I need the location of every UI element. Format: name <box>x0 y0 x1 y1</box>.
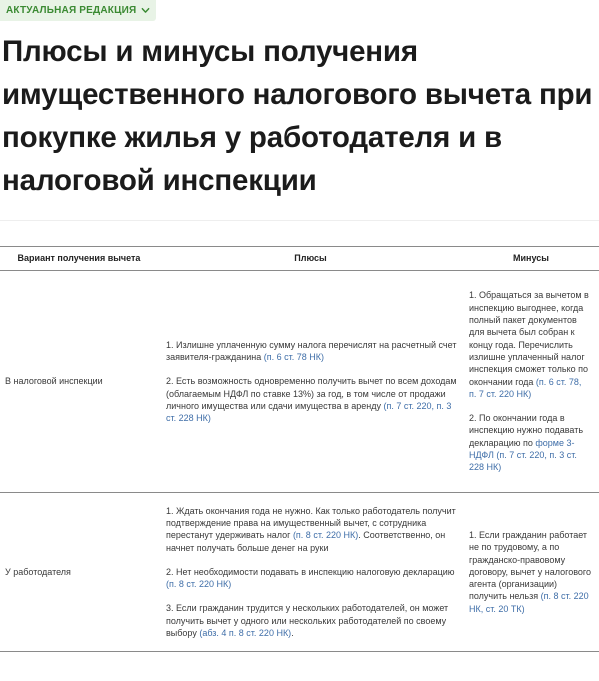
variant-cell: В налоговой инспекции <box>0 271 158 493</box>
page-title: Плюсы и минусы получения имущественного налогового вычета при покупке жилья у работодателя и в налоговой инспекции <box>2 35 593 197</box>
law-reference-link[interactable]: (п. 8 ст. 220 НК, ст. 20 ТК) <box>469 591 589 614</box>
pros-item: 2. Есть возможность одновременно получить вычет по всем доходам (облагаемым НДФЛ по ставке 13%) за год, в том числе от продажи личного имущества или сдачи имущества в аренду (п. 7 ст. 220, п. 3 ст. 228 НК) <box>166 376 457 424</box>
divider <box>0 220 599 221</box>
cons-cell <box>463 271 599 493</box>
column-header-cons: Минусы <box>463 247 599 271</box>
pros-item: 1. Излишне уплаченную сумму налога перечислят на расчетный счет заявителя-гражданина (п. 6 ст. 78 НК) <box>166 339 457 362</box>
pros-item: 3. Если гражданин трудится у нескольких работодателей, он может получить вычет у одного или нескольких работодателей по своему выбору (абз. 4 п. 8 ст. 220 НК). <box>166 603 449 639</box>
chevron-down-icon <box>141 6 150 15</box>
cons-item: 1. Если гражданин работает не по трудовому, а по гражданско-правовому договору, вычет у налогового агента (организации) получить нельзя (п. 8 ст. 220 НК, ст. 20 ТК) <box>469 529 592 614</box>
cons-item: 2. По окончании года в инспекцию нужно подавать декларацию по форме 3-НДФЛ (п. 7 ст. 220, п. 3 ст. 228 НК) <box>469 413 584 473</box>
law-reference-link[interactable]: форме 3-НДФЛ (п. 7 ст. 220, п. 3 ст. 228 НК) <box>469 437 577 473</box>
column-header-pros: Плюсы <box>158 247 463 271</box>
law-reference-link[interactable]: (п. 6 ст. 78 НК) <box>263 351 324 362</box>
law-reference-link[interactable]: (п. 8 ст. 220 НК) <box>166 579 232 590</box>
pros-cell <box>158 493 463 652</box>
pros-item: 1. Ждать окончания года не нужно. Как только работодатель получит подтверждение права на имущественный вычет, с сотрудника перестанут удерживать налог (п. 8 ст. 220 НК). Соответственно, он начнет получать больше денег на руки <box>166 505 456 553</box>
law-reference-link[interactable]: (п. 6 ст. 78, п. 7 ст. 220 НК) <box>469 376 582 399</box>
pros-item: 2. Нет необходимости подавать в инспекцию налоговую декларацию (п. 8 ст. 220 НК) <box>166 566 455 590</box>
table-row <box>0 493 599 652</box>
comparison-table <box>0 246 599 652</box>
cons-cell <box>463 493 599 652</box>
table-row <box>0 271 599 493</box>
law-reference-link[interactable]: (п. 7 ст. 220, п. 3 ст. 228 НК) <box>166 400 452 424</box>
variant-cell: У работодателя <box>0 493 158 652</box>
edition-label: АКТУАЛЬНАЯ РЕДАКЦИЯ <box>6 5 137 16</box>
law-reference-link[interactable]: (абз. 4 п. 8 ст. 220 НК) <box>199 628 292 639</box>
column-header-variant: Вариант получения вычета <box>0 247 158 271</box>
law-reference-link[interactable]: (п. 8 ст. 220 НК) <box>292 530 359 541</box>
edition-dropdown[interactable] <box>0 0 156 21</box>
pros-cell <box>158 271 463 493</box>
cons-item: 1. Обращаться за вычетом в инспекцию выгоднее, когда полный пакет документов для вычета был собран к концу года. Перечислить излишне уплаченный налог инспекция сможет только по окончании года (п. 6 ст. 78, п. 7 ст. 220 НК) <box>469 290 589 399</box>
table-header-row <box>0 247 599 271</box>
